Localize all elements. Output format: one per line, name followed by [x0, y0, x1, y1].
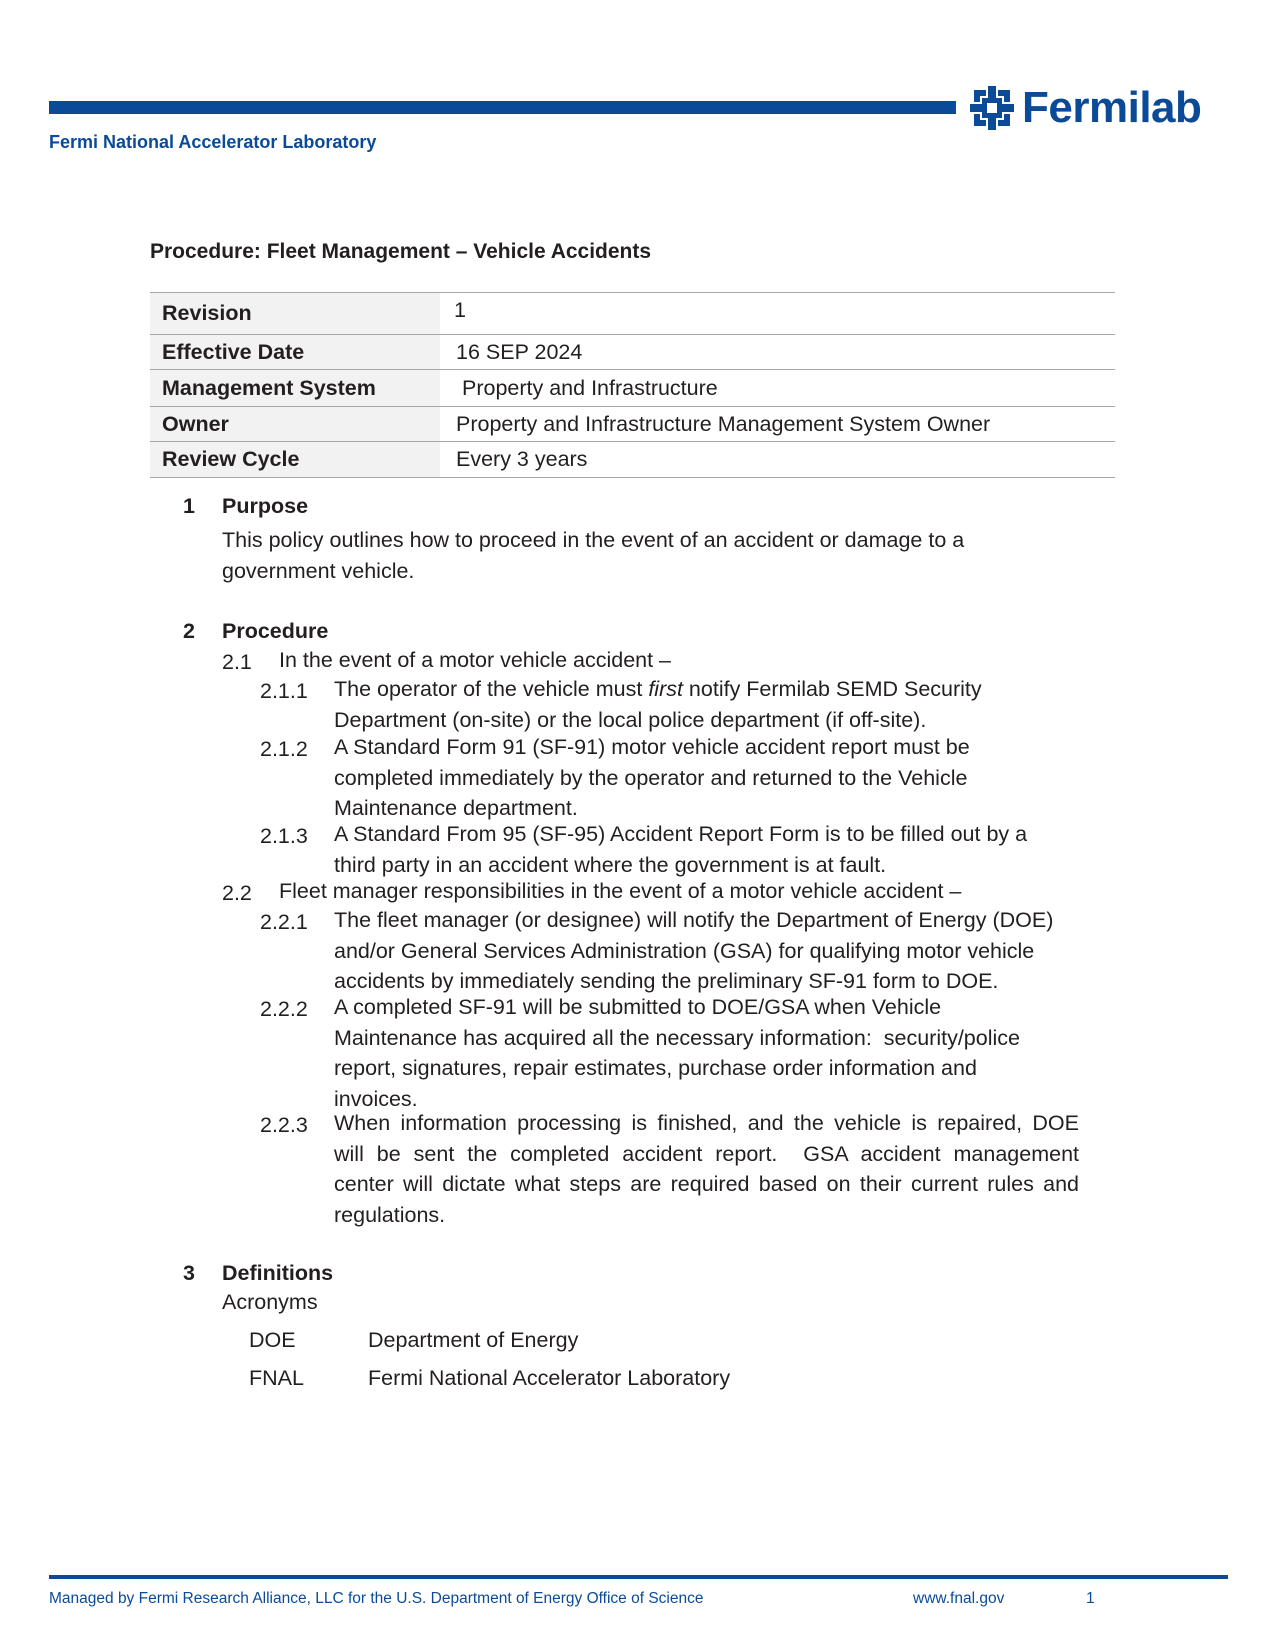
text-line: and/or General Services Administration (GSA) for qualifying motor vehicle — [334, 938, 1035, 963]
item-number: 2.2.1 — [260, 910, 308, 934]
text-line: The fleet manager (or designee) will notify the Department of Energy (DOE) — [334, 908, 1054, 932]
text-fragment: The operator of the vehicle must — [334, 677, 649, 701]
text-line: center will dictate what steps are required based on their current rules and — [334, 1172, 1079, 1196]
item-2-2-1-text — [334, 905, 1053, 997]
lab-name: Fermi National Accelerator Laboratory — [49, 132, 377, 152]
table-row — [150, 370, 1115, 407]
text-line: A Standard From 95 (SF-95) Accident Report Form is to be filled out by a — [334, 822, 1028, 846]
meta-key: Management System — [150, 370, 440, 407]
text-line: third party in an accident where the government is at fault. — [334, 852, 887, 877]
text-line: invoices. — [334, 1086, 418, 1111]
item-number: 2.1 — [222, 650, 252, 674]
fermilab-logo — [968, 84, 1201, 132]
section-number: 2 — [183, 619, 195, 643]
item-number: 2.1.1 — [260, 679, 308, 703]
item-number: 2.2 — [222, 881, 252, 905]
section-number: 1 — [183, 494, 195, 518]
emphasis-text: first — [648, 677, 683, 701]
acronym-meaning: Department of Energy — [368, 1328, 579, 1352]
acronym-abbr: FNAL — [249, 1366, 304, 1390]
meta-key: Revision — [150, 293, 440, 335]
meta-value: 1 — [440, 293, 1115, 335]
item-number: 2.2.2 — [260, 997, 308, 1021]
acronym-abbr: DOE — [249, 1328, 296, 1352]
page-number: 1 — [1086, 1590, 1095, 1607]
meta-value: Property and Infrastructure Management System Owner — [440, 407, 1115, 442]
item-number: 2.1.2 — [260, 737, 308, 761]
definitions-subtitle: Acronyms — [222, 1290, 318, 1314]
item-number: 2.2.3 — [260, 1113, 308, 1137]
section-title-definitions: Definitions — [222, 1261, 334, 1285]
footer-rule — [49, 1575, 1228, 1579]
item-2-1-1-text — [334, 674, 982, 735]
text-line: completed immediately by the operator and returned to the Vehicle — [334, 765, 968, 790]
logo-wordmark: Fermilab — [1022, 83, 1202, 132]
text-line — [334, 674, 982, 705]
text-line: report, signatures, repair estimates, purchase order information and — [334, 1056, 977, 1080]
table-row — [150, 335, 1115, 370]
table-row — [150, 293, 1115, 335]
footer-managed-by: Managed by Fermi Research Alliance, LLC for the U.S. Department of Energy Office of Science — [49, 1590, 704, 1607]
text-line: regulations. — [334, 1202, 446, 1227]
item-2-1-2-text — [334, 732, 970, 824]
metadata-table — [150, 292, 1115, 478]
item-2-1-3-text — [334, 819, 1027, 880]
meta-value: Property and Infrastructure — [440, 370, 1115, 407]
item-number: 2.1.3 — [260, 824, 308, 848]
section-number: 3 — [183, 1261, 195, 1285]
meta-key: Review Cycle — [150, 442, 440, 478]
acronym-meaning: Fermi National Accelerator Laboratory — [368, 1366, 731, 1390]
procedure-title: Procedure: Fleet Management – Vehicle Accidents — [150, 240, 652, 263]
meta-value: 16 SEP 2024 — [440, 335, 1115, 370]
table-row — [150, 407, 1115, 442]
text-line: Department (on-site) or the local police department (if off-site). — [334, 707, 927, 732]
text-line: A Standard Form 91 (SF-91) motor vehicle accident report must be — [334, 735, 970, 759]
text-line: This policy outlines how to proceed in the event of an accident or damage to a — [222, 528, 965, 552]
section-title-procedure: Procedure — [222, 619, 329, 643]
text-line: government vehicle. — [222, 558, 415, 583]
section-title-purpose: Purpose — [222, 494, 309, 518]
header-rule — [49, 101, 956, 114]
meta-key: Effective Date — [150, 335, 440, 370]
text-line: When information processing is finished, and the vehicle is repaired, DOE — [334, 1111, 1079, 1135]
text-line: accidents by immediately sending the preliminary SF-91 form to DOE. — [334, 969, 999, 993]
purpose-text — [222, 525, 964, 586]
item-2-1-text: In the event of a motor vehicle accident – — [279, 648, 672, 672]
item-2-2-3-text — [334, 1108, 1079, 1230]
text-line: Maintenance has acquired all the necessary information: security/police — [334, 1025, 1020, 1050]
text-fragment: notify Fermilab SEMD Security — [682, 677, 982, 701]
item-2-2-text: Fleet manager responsibilities in the event of a motor vehicle accident – — [279, 879, 962, 903]
text-line: will be sent the completed accident report. GSA accident management — [334, 1141, 1079, 1166]
fermilab-logo-icon — [968, 84, 1016, 132]
text-line: A completed SF-91 will be submitted to DOE/GSA when Vehicle — [334, 995, 942, 1019]
footer-website: www.fnal.gov — [913, 1590, 1005, 1607]
meta-value: Every 3 years — [440, 442, 1115, 478]
text-line: Maintenance department. — [334, 796, 578, 820]
item-2-2-2-text — [334, 992, 1020, 1114]
table-row — [150, 442, 1115, 478]
meta-key: Owner — [150, 407, 440, 442]
